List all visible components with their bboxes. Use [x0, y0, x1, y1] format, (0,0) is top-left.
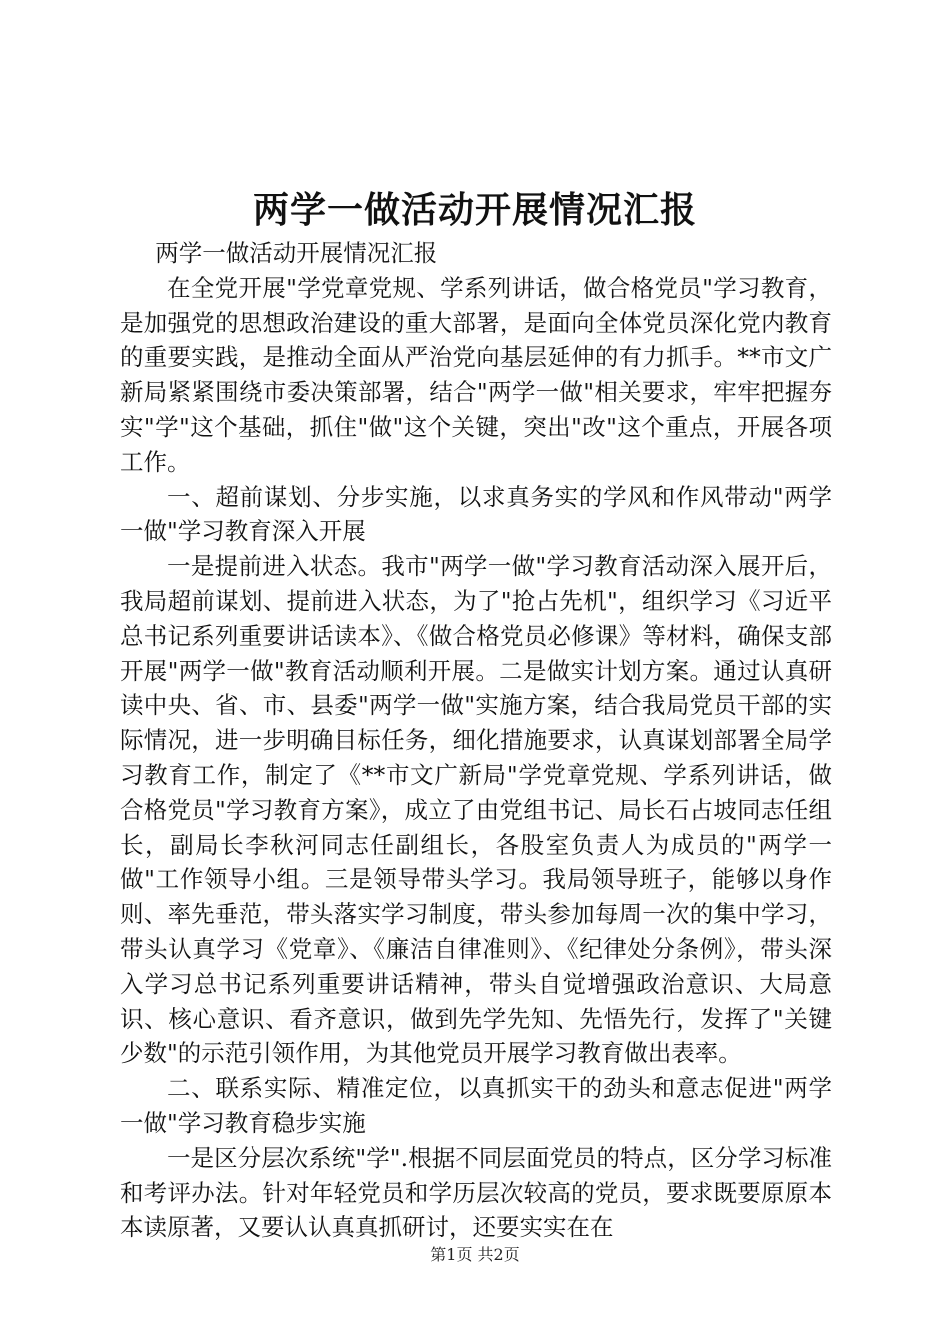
document-body — [120, 236, 832, 1245]
intro-paragraph: 在全党开展"学党章党规、学系列讲话，做合格党员"学习教育，是加强党的思想政治建设的重大部署，是面向全体党员深化党内教育的重要实践，是推动全面从严治党向基层延伸的有力抓手。**市文广新局紧紧围绕市委决策部署，结合"两学一做"相关要求，牢牢把握夯实"学"这个基础，抓住"做"这个关键，突出"改"这个重点，开展各项工作。 — [120, 273, 832, 476]
section-paragraph-2: 一是区分层次系统"学".根据不同层面党员的特点，区分学习标准和考评办法。针对年轻党员和学历层次较高的党员，要求既要原原本本读原著，又要认认真真抓研讨，还要实实在在 — [120, 1143, 832, 1242]
section-paragraph-1: 一是提前进入状态。我市"两学一做"学习教育活动深入展开后，我局超前谋划、提前进入状态，为了"抢占先机"，组织学习《习近平总书记系列重要讲话读本》、《做合格党员必修课》等材料，确保支部开展"两学一做"教育活动顺利开展。二是做实计划方案。通过认真研读中央、省、市、县委"两学一做"实施方案，结合我局党员干部的实际情况，进一步明确目标任务，细化措施要求，认真谋划部署全局学习教育工作，制定了《**市文广新局"学党章党规、学系列讲话，做合格党员"学习教育方案》，成立了由党组书记、局长石占坡同志任组长，副局长李秋河同志任副组长，各股室负责人为成员的"两学一做"工作领导小组。三是领导带头学习。我局领导班子，能够以身作则、率先垂范，带头落实学习制度，带头参加每周一次的集中学习，带头认真学习《党章》、《廉洁自律准则》、《纪律处分条例》，带头深入学习总书记系列重要讲话精神，带头自觉增强政治意识、大局意识、核心意识、看齐意识，做到先学先知、先悟先行，发挥了"关键少数"的示范引领作用，为其他党员开展学习教育做出表率。 — [120, 552, 832, 1068]
page-number-footer: 第1页 共2页 — [430, 1245, 520, 1264]
section-heading-1: 一、超前谋划、分步实施，以求真务实的学风和作风带动"两学一做"学习教育深入开展 — [120, 482, 832, 546]
document-subtitle: 两学一做活动开展情况汇报 — [155, 239, 438, 267]
document-title: 两学一做活动开展情况汇报 — [252, 189, 697, 231]
section-heading-2: 二、联系实际、精准定位，以真抓实干的劲头和意志促进"两学一做"学习教育稳步实施 — [120, 1074, 832, 1137]
